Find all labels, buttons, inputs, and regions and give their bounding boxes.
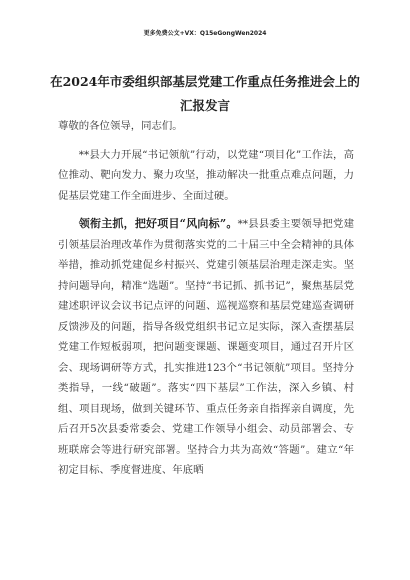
- header-note: 更多免费公文+VX：Q15eGongWen2024: [143, 30, 267, 37]
- intro-paragraph: **县大力开展“书记领航”行动，以党建“项目化”工作法，高位推动、靶向发力、聚力攻坚，推动解决一批重点难点问题，力促基层党建工作全面进步、全面过硬。: [58, 148, 354, 202]
- section-1-paragraph: [58, 214, 354, 481]
- page-title: 在2024年市委组织部基层党建工作重点任务推进会上的汇报发言: [50, 74, 360, 113]
- document-body: [58, 116, 354, 489]
- section-1-body: **县县委主要领导把党建引领基层治理改革作为贯彻落实党的二十届三中全会精神的具体举措，推动抓党建促乡村振兴、党建引领基层治理走深走实。坚持问题导向，精准“选题”。坚持“书记抓、抓书记”，聚焦基层党建述职评议会议书记点评的问题、巡视巡察和基层党建巡查调研反馈涉及的问题，指导各级党组织书记立足实际，深入查摆基层党建工作短板弱项，把问题变课题、课题变项目，通过召开片区会、现场调研等方式，扎实推进123个“书记领航”项目。坚持分类指导，一线“破题”。落实“四下基层”工作法，深入乡镇、村组、项目现场，做到关键环节、重点任务亲自指挥亲自调度，先后召开5次县委常委会、党建工作领导小组会、动员部署会、专班联席会等进行研究部署。坚持合力共为高效“答题”。建立“年初定目标、季度督进度、年底晒: [58, 218, 355, 476]
- salutation: 尊敬的各位领导，同志们。: [58, 120, 183, 132]
- section-1-heading: 领衔主抓，把好项目“风向标”。: [78, 217, 238, 230]
